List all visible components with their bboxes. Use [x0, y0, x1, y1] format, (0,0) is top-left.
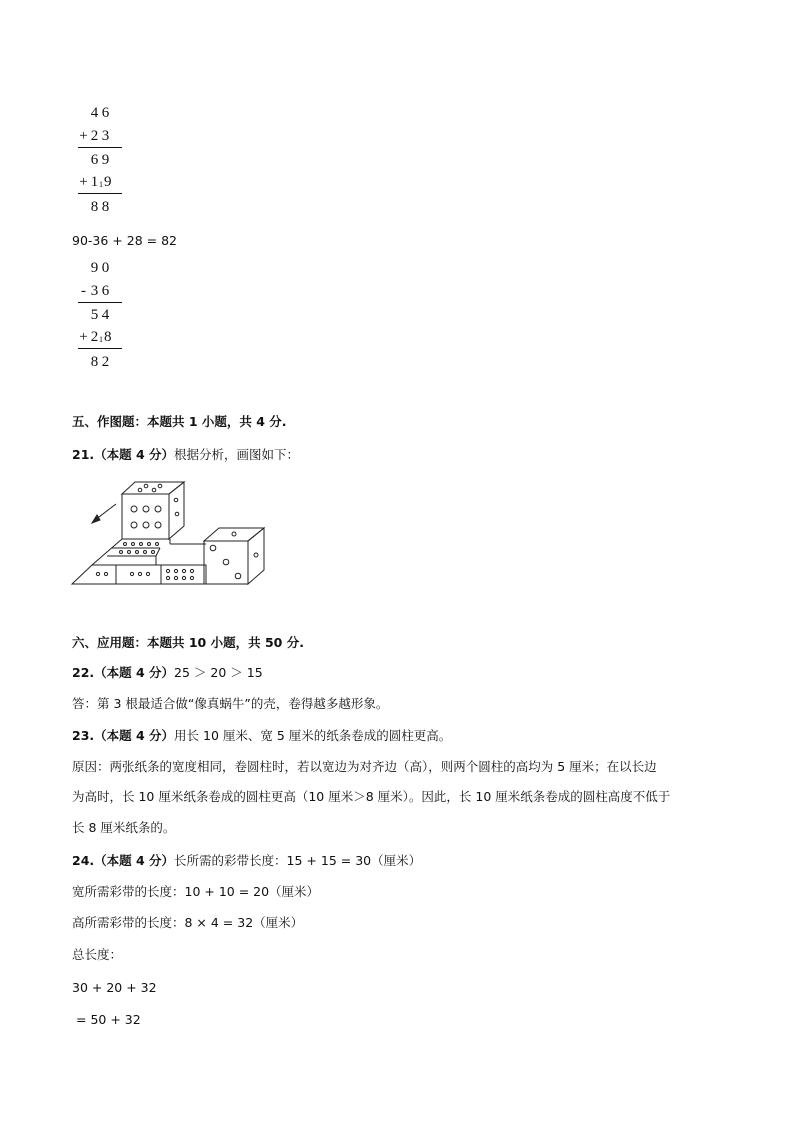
reason-line: 为高时，长 10 厘米纸条卷成的圆柱更高（10 厘米＞8 厘米）。因此，长 10 厘米纸条卷成的圆柱高度不低于 — [72, 789, 671, 804]
calc2-row3 — [78, 307, 111, 324]
digit: 2 — [90, 128, 99, 144]
pip — [140, 543, 143, 546]
calc1-row4 — [78, 174, 112, 191]
solution-line: 高所需彩带的长度：8 × 4 = 32（厘米） — [72, 915, 304, 930]
pip — [143, 522, 149, 528]
digit: 8 — [101, 199, 110, 215]
digit: 9 — [101, 152, 110, 168]
pip — [155, 506, 161, 512]
digit: 4 — [90, 105, 99, 121]
pip — [131, 522, 137, 528]
pip — [190, 576, 193, 579]
sum-rule — [78, 193, 122, 194]
calc2-row5 — [78, 354, 111, 371]
pip — [96, 572, 99, 575]
die-front-face — [122, 494, 169, 539]
pip — [254, 553, 258, 557]
digit: 2 — [90, 329, 99, 345]
pip — [156, 543, 159, 546]
digit: 2 — [101, 354, 110, 370]
pip — [144, 484, 148, 488]
die-side-face — [169, 482, 184, 539]
calc2-row4 — [78, 329, 112, 346]
question-text: 用长 10 厘米、宽 5 厘米的纸条卷成的圆柱更高。 — [174, 728, 452, 743]
pip — [175, 512, 179, 516]
solution-line: 宽所需彩带的长度：10 + 10 = 20（厘米） — [72, 884, 320, 899]
pip — [232, 532, 236, 536]
pip — [132, 543, 135, 546]
answer-22: 答：第 3 根最适合做“像真蜗牛”的壳，卷得越多越形象。 — [72, 696, 389, 711]
difference-rule — [78, 302, 122, 303]
pip — [223, 559, 229, 565]
section-heading: 六、应用题：本题共 10 小题，共 50 分. — [72, 635, 304, 650]
pip — [138, 572, 141, 575]
pip — [120, 551, 123, 554]
pip — [174, 569, 177, 572]
dice-figure — [70, 478, 275, 588]
pip — [182, 576, 185, 579]
pip — [131, 506, 137, 512]
reason-line: 长 8 厘米纸条的。 — [72, 820, 176, 835]
question-text: 根据分析，画图如下： — [174, 447, 300, 462]
pip — [152, 551, 155, 554]
digit: 9 — [104, 174, 112, 190]
pip — [182, 569, 185, 572]
pip — [143, 506, 149, 512]
digit: 8 — [90, 199, 99, 215]
solution-line: = 50 + 32 — [76, 1012, 141, 1027]
pip — [148, 543, 151, 546]
digit: 6 — [101, 105, 110, 121]
calc1-row2 — [78, 128, 111, 145]
digit: 4 — [101, 307, 110, 323]
question-text: 长所需的彩带长度：15 + 15 = 30（厘米） — [174, 853, 422, 868]
operator: + — [79, 329, 88, 345]
digit: 3 — [90, 283, 99, 299]
operator: + — [79, 128, 88, 144]
solution-line: 总长度： — [72, 947, 123, 962]
pip — [174, 576, 177, 579]
pip — [130, 572, 133, 575]
digit: 3 — [101, 128, 110, 144]
pip — [152, 488, 156, 492]
digit: 8 — [104, 329, 112, 345]
sum-rule — [78, 147, 122, 148]
pip — [128, 551, 131, 554]
digit: 8 — [90, 354, 99, 370]
digit: 5 — [90, 307, 99, 323]
digit: 9 — [90, 260, 99, 276]
question-number: 23.（本题 4 分） — [72, 728, 175, 743]
pip — [155, 522, 161, 528]
calc2-row2 — [78, 283, 111, 300]
question-23 — [72, 728, 451, 744]
calc1-row5 — [78, 199, 111, 216]
reason-line: 原因：两张纸条的宽度相同，卷圆柱时，若以宽边为对齐边（高），则两个圆柱的高均为 5 厘米；在以长边 — [72, 759, 657, 774]
sum-rule — [78, 348, 122, 349]
calc1-row1 — [78, 105, 111, 122]
arrow-icon — [92, 504, 116, 523]
question-text: 25 ＞ 20 ＞ 15 — [174, 665, 263, 680]
digit: 6 — [90, 152, 99, 168]
pip — [104, 572, 107, 575]
question-number: 21.（本题 4 分） — [72, 447, 175, 462]
operator: - — [81, 283, 86, 299]
pip — [124, 543, 127, 546]
pip — [158, 484, 162, 488]
equation-line: 90-36 + 28 = 82 — [72, 233, 177, 248]
pip — [210, 545, 216, 551]
question-number: 22.（本题 4 分） — [72, 665, 175, 680]
pip — [174, 498, 178, 502]
pip — [138, 488, 142, 492]
carry-digit: 1 — [99, 335, 103, 344]
question-24 — [72, 853, 421, 869]
carry-digit: 1 — [99, 180, 103, 189]
pip — [166, 576, 169, 579]
pip — [190, 569, 193, 572]
digit: 0 — [101, 260, 110, 276]
digit: 1 — [90, 174, 99, 190]
pip — [136, 551, 139, 554]
operator: + — [79, 174, 88, 190]
question-21 — [72, 447, 299, 463]
calc2-row1 — [78, 260, 111, 277]
pip — [146, 572, 149, 575]
pip — [235, 573, 241, 579]
question-22 — [72, 665, 263, 681]
question-number: 24.（本题 4 分） — [72, 853, 175, 868]
pip — [166, 569, 169, 572]
section-heading: 五、作图题：本题共 1 小题，共 4 分. — [72, 414, 287, 429]
pip — [144, 551, 147, 554]
solution-line: 30 + 20 + 32 — [72, 980, 157, 995]
calc1-row3 — [78, 152, 111, 169]
digit: 6 — [101, 283, 110, 299]
